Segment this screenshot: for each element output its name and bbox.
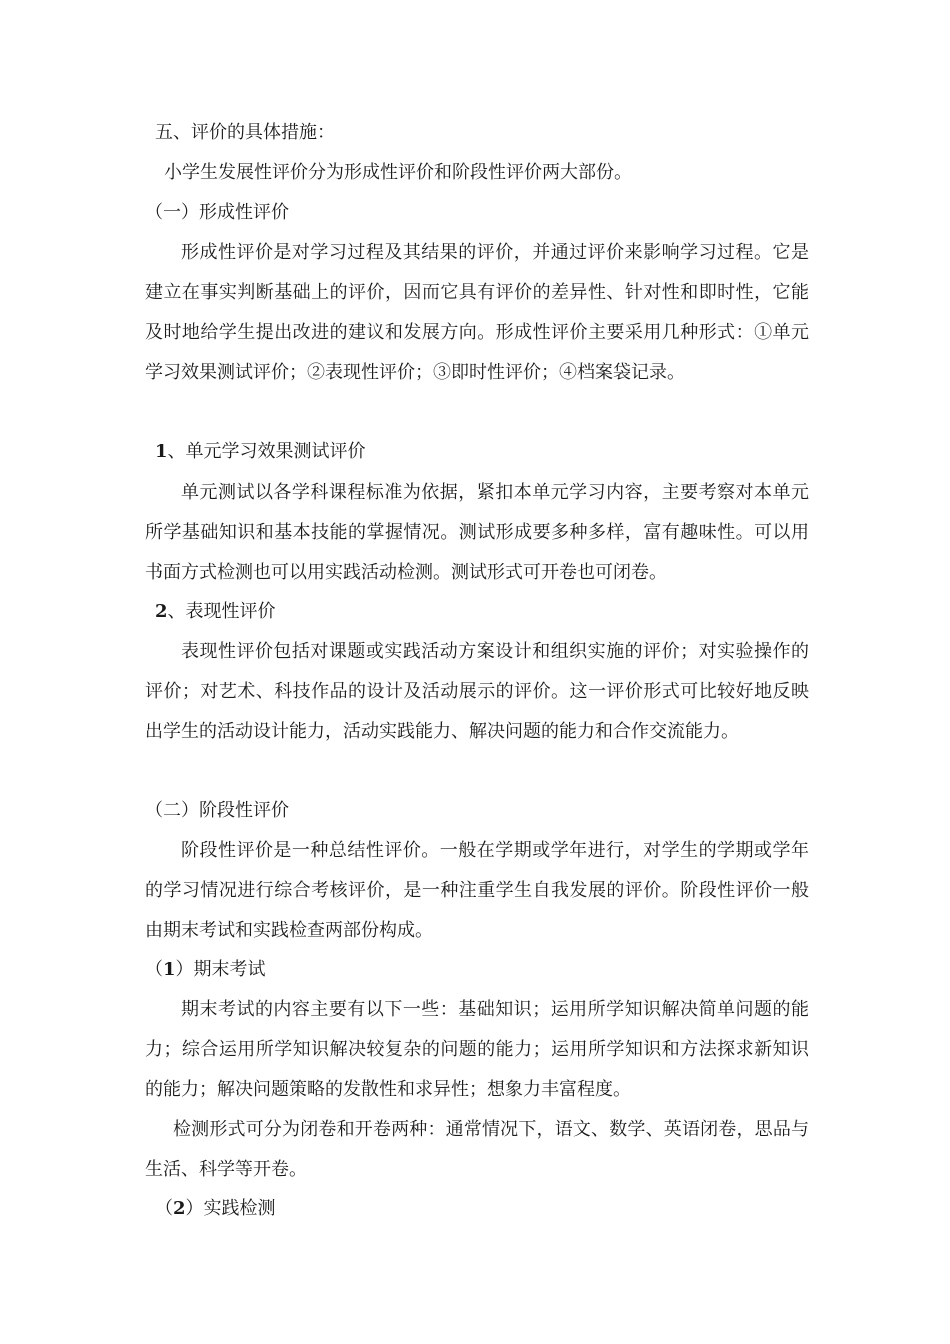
intro-text: 小学生发展性评价分为形成性评价和阶段性评价两大部份。 [164,162,632,183]
sub2-open: （ [155,1198,173,1219]
part-two-body: 阶段性评价是一种总结性评价。一般在学期或学年进行，对学生的学期或学年的学习情况进行综合考核评价，是一种注重学生自我发展的评价。阶段性评价一般由期末考试和实践检查两部份构成。 [145,840,809,941]
sub1-number: 1 [163,959,176,980]
sub2-title: ）实践检测 [185,1198,276,1219]
item2-heading [155,600,276,624]
item2-title: 、表现性评价 [167,601,276,622]
item1-heading [155,440,366,464]
section-heading-five: 五、评价的具体措施： [155,122,335,143]
sub1-open: （ [145,959,163,980]
part-two-title: （二）阶段性评价 [145,800,289,821]
part-one-title: （一）形成性评价 [145,202,289,223]
item2-number: 2 [155,601,168,622]
sub2-heading [155,1197,276,1221]
item2-body: 表现性评价包括对课题或实践活动方案设计和组织实施的评价；对实验操作的评价；对艺术、科技作品的设计及活动展示的评价。这一评价形式可比较好地反映出学生的活动设计能力，活动实践能力、解决问题的能力和合作交流能力。 [145,641,809,742]
sub1-heading [145,958,266,982]
sub1-body-2: 检测形式可分为闭卷和开卷两种：通常情况下，语文、数学、英语闭卷，思品与生活、科学等开卷。 [145,1119,809,1180]
item1-body: 单元测试以各学科课程标准为依据，紧扣本单元学习内容，主要考察对本单元所学基础知识和基本技能的掌握情况。测试形成要多种多样，富有趣味性。可以用书面方式检测也可以用实践活动检测。测试形式可开卷也可闭卷。 [145,482,809,583]
sub2-number: 2 [173,1198,186,1219]
item1-title: 、单元学习效果测试评价 [167,441,366,462]
sub1-body: 期末考试的内容主要有以下一些：基础知识；运用所学知识解决简单问题的能力；综合运用所学知识解决较复杂的问题的能力；运用所学知识和方法探求新知识的能力；解决问题策略的发散性和求异性；想象力丰富程度。 [145,999,809,1100]
item1-number: 1 [155,441,168,462]
sub1-title: ）期末考试 [175,959,266,980]
part-one-body: 形成性评价是对学习过程及其结果的评价，并通过评价来影响学习过程。它是建立在事实判断基础上的评价，因而它具有评价的差异性、针对性和即时性，它能及时地给学生提出改进的建议和发展方向。形成性评价主要采用几种形式：①单元学习效果测试评价；②表现性评价；③即时性评价；④档案袋记录。 [145,242,809,383]
